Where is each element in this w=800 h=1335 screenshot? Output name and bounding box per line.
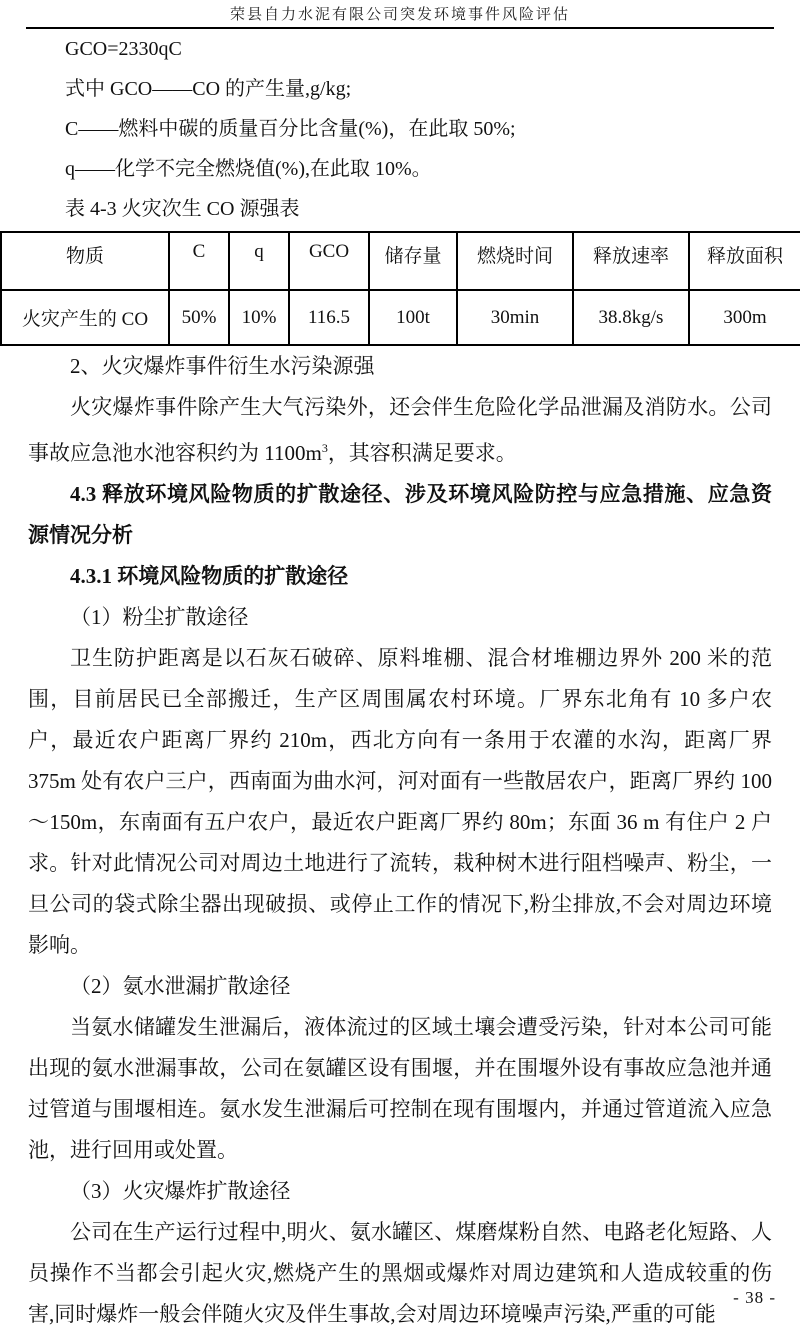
cubic-meter-superscript: 3 (321, 441, 328, 455)
subheading-dust-dispersion: （1）粉尘扩散途径 (70, 605, 249, 629)
formula-param-q: q——化学不完全燃烧值(%),在此取 10%。 (65, 158, 432, 180)
paragraph-fire-explosion: 公司在生产运行过程中,明火、氨水罐区、煤磨煤粉自然、电路老化短路、人员操作不当都会引起火灾,燃烧产生的黑烟或爆炸对周边建筑和人造成较重的伤害,同时爆炸一般会伴随火灾及伴生事故,会对周边环境噪声污染,严重的可能 (28, 1220, 772, 1326)
formula-param-c: C——燃料中碳的质量百分比含量(%)，在此取 50%; (65, 118, 516, 140)
table-header-substance: 物质 (1, 232, 169, 290)
paragraph-water-pollution (28, 387, 772, 474)
table-cell-burn-time: 30min (457, 290, 573, 345)
page-number: - 38 - (733, 1288, 776, 1307)
table-header-c: C (169, 232, 229, 290)
table-cell-gco: 116.5 (289, 290, 369, 345)
table-header-q: q (229, 232, 289, 290)
page-header-title: 荣县自力水泥有限公司突发环境事件风险评估 (229, 7, 570, 23)
formula-definition-gco: 式中 GCO——CO 的产生量,g/kg; (65, 78, 352, 100)
table-header-gco: GCO (289, 232, 369, 290)
table-data-row (1, 290, 800, 345)
heading-section-4-3: 4.3 释放环境风险物质的扩散途径、涉及环境风险防控与应急措施、应急资源情况分析 (28, 482, 772, 547)
heading-water-pollution-source: 2、火灾爆炸事件衍生水污染源强 (70, 354, 375, 378)
table-header-row (1, 232, 800, 290)
paragraph-dust-dispersion: 卫生防护距离是以石灰石破碎、原料堆棚、混合材堆棚边界外 200 米的范围，目前居民已全部搬迁，生产区周围属农村环境。厂界东北角有 10 多户农户，最近农户距离厂界约 210m，西北方向有一条用于农灌的水沟，距离厂界 375m 处有农户三户，西南面为曲水河，河对面有一些散居农户，距离厂界约 100～150m，东南面有五户农户，最近农户距离厂界约 80m；东面 36 m 有住户 2 户求。针对此情况公司对周边土地进行了流转，栽种树木进行阻档噪声、粉尘，一旦公司的袋式除尘器出现破损、或停止工作的情况下,粉尘排放,不会对周边环境影响。 (28, 646, 772, 957)
heading-section-4-3-1: 4.3.1 环境风险物质的扩散途径 (70, 564, 349, 588)
paragraph-ammonia-leak: 当氨水储罐发生泄漏后，液体流过的区域土壤会遭受污染，针对本公司可能出现的氨水泄漏事故，公司在氨罐区设有围堰，并在围堰外设有事故应急池并通过管道与围堰相连。氨水发生泄漏后可控制在现有围堰内，并通过管道流入应急池，进行回用或处置。 (28, 1015, 772, 1162)
co-source-strength-table (0, 231, 800, 346)
table-cell-q: 10% (229, 290, 289, 345)
subheading-fire-explosion: （3）火灾爆炸扩散途径 (70, 1179, 291, 1203)
table-header-burn-time: 燃烧时间 (457, 232, 573, 290)
formula-gco: GCO=2330qC (65, 38, 182, 60)
subheading-ammonia-leak: （2）氨水泄漏扩散途径 (70, 974, 291, 998)
table-cell-storage: 100t (369, 290, 457, 345)
paragraph-water-pollution-text: 火灾爆炸事件除产生大气污染外，还会伴生危险化学品泄漏及消防水。公司事故应急池水池容积约为 1100m (28, 395, 772, 465)
table-header-release-rate: 释放速率 (573, 232, 689, 290)
table-caption: 表 4-3 火灾次生 CO 源强表 (65, 198, 300, 220)
formula-block (65, 29, 772, 229)
document-body (28, 346, 772, 1335)
table-cell-release-area: 300m (689, 290, 800, 345)
table-cell-substance: 火灾产生的 CO (1, 290, 169, 345)
table-header-release-area: 释放面积 (689, 232, 800, 290)
table-header-storage: 储存量 (369, 232, 457, 290)
paragraph-water-pollution-tail: ，其容积满足要求。 (327, 441, 517, 465)
table-cell-c: 50% (169, 290, 229, 345)
table-cell-release-rate: 38.8kg/s (573, 290, 689, 345)
